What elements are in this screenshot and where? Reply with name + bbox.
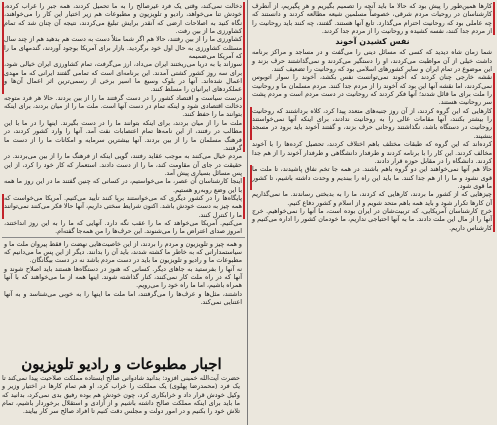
paragraph: خرج کارشناسان آمریکایی، که تربیت‌شان در ایران بوده است، ما آنها را نمی‌خواهیم. خرج آنها را از مال این ملت دادند. ما به آنها احتیاجی نداریم، ما خودمان کشور را اداره می‌کنیم و کارشناس داریم. (250, 207, 495, 232)
subheading: نفس کشیدن آخوند (335, 37, 410, 47)
paragraph: حالا هم آنها نمی‌خواهند این دو گروه باهم باشند. در همه جا تخم نفاق پاشیدند، تا ملت ما قوی نشود و ما را از هم جدا کنند. ما باید این راه را ببندیم و وحدت داشته باشیم، تا کشور ما قوی شود. (250, 165, 495, 190)
column-divider (247, 0, 248, 425)
paragraph: کارهایی که این گروه کردند، از آن روز جنبه‌های متعدد پیدا کرد، کلاه برداشتند که روحانیت را بیشتر بکنند، آنها مقامات عالی را به روحانیت ندادند، برای اینکه آنها نمی‌خواستند روحانیت در دستگاه باشد، نگذاشتند روحانی حرف بزند، و گفتند آخوند باید برود در مسجد بنشیند. (250, 107, 495, 140)
paragraph: مردم خیال می‌کنند به موجب عقاید رفتند، گویی اینکه از فرهنگ ما را از بین می‌بردند. در حقیقت در جای آن مقاومت کند، ما را از دست دادند. استعمار که کار خود را کرد، از این پس مسائل بسیاری پیش آمد. (4, 152, 242, 177)
paragraph: دخالت نمی‌کند، وقتی یک فرد غیرصالح را به ما تحمیل کردند، همه جبر را غراب کرده، خودش تنا می‌خواهد، رادیو و تلویزیون و مطبوعات هم زیر اختیار این کار را می‌خواهند، نگاه کنید به اصلاحات ارضی که آنقدر برایش تبلیغ می‌کردند، نتیجه آن چنان شد که تمام کشاورزی ما از بین رفت. (2, 2, 245, 35)
paragraph: ملت ما را از میان بردند، برای اینکه بتوانند ما را در دست بگیرند. اینها را در ما با این مطالب در رفتند، از این نامه‌ها تمام اعتصابات نفت آمد. آنها را وارد کشور کردند، در فرهنگ مسلمان ما را از بین بردند. آنها بیشترین سرمایه و امکانات ما را از دست ما گرفتند. (2, 119, 245, 152)
paragraph: کشاورزی ما را از بین رفتند، حالا هم اگر شما مثلاً دست به دست هم بدهید هم از چند سال مسئلت کشاورزی به حال اول خود برگردید. بازار برای آمریکا بوجود آوردند، گندمهای ما را که آمریکا می‌ضمیمه (2, 35, 245, 60)
paragraph: چیزهایی که از کشور ما بردند، کارهایی که کردند، ما را به بدبختی رساندند. ما نمی‌گذاریم آن کارها تکرار شود و باید همه باهم متحد شویم و از اسلام و کشور دفاع کنیم. (250, 190, 495, 207)
paragraph: پایگاه‌ها را در کشور دیگری که می‌خواستند برپا کنند تأیید می‌کنیم. آمریکا می‌خواست که همه چیز به دست خودش باشد. اکنون شرایط سختی داریم، آنها حالا فکر می‌کنند نمی‌توانند ما را کنترل کنند. (2, 194, 245, 219)
paragraph: شما زمان شاه دیدید که کسی که مسائل دینی را می‌گفت و در مساجد و مراکز برنامه داشت خیلی از آن مواظبت می‌کردند، او را دستگیر می‌کردند و نمی‌گذاشتند حرف بزند و این موضوع در تمام ایران و سایر کشورهای اسلامی بود که روحانیت را تضعیف کنند. (252, 48, 492, 74)
section-heading: اجبار مطبوعات و رادیو تلویزیون (21, 355, 222, 373)
paragraph: کارها همین‌طور را پیش بود که حالا ما باید آنچه را تصمیم بگیریم و هر پگیریم، از آنطرف کارشناسان در روحیات مردم شرقی، خصوصاً مسلمین شیعه مطالعه کردند و دانستند که چه عاملی بود که روحانیت احترام می‌گذارد. تابع آنها هستند. گفتند، چه کنند باید روحانیت را از مردم جدا کنند، نفسه کشیده و روحانیت را از مردم جدا کردند. (250, 2, 495, 35)
paragraph: نه آنها را بفرستید به جاهای دیگر. کسانی که هنوز در دستگاه‌ها هستند باید اصلاح شوند و آنها که در راه ملت کار نمی‌کنند، کنار گذاشته شوند. اینها همه از ما می‌خواهند که با آنها همراه باشیم، اما ما راه خود را می‌رویم. (4, 264, 242, 290)
paragraph: می‌کنیم. آمریکا می‌خواهد که ما را عقب نگه دارد. آنهایی که ما را به این روز انداختند، امروز صدای اعتراض ما را می‌شنوند. این حرف‌ها را من همه‌جا گفته‌ام. (4, 218, 242, 236)
paragraph: کرده‌اند که این گروه که طبقات مختلف باهم اختلاف کردند، تحصیل کرده‌ها را با آخوند مخالف کردند. این کار را با برنامه کردند و طرفدار دانشگاهی و طرفدار آخوند را از هم جدا کردند. دانشگاه را در مقابل حوزه قرار دادند. (250, 140, 495, 165)
separator (2, 237, 245, 238)
paragraph: نقشه خارجی چنان کردند که آخوند نمی‌توانست نفس بکشد، آخوند را سوار اتوبوس نمی‌کردند، اما نقشه آنها این بود که آخوند را از مردم جدا کنند. مردم مسلمان ما و روحانیت را ملت برای ما قائل شدند؛ آنها فکر کردند که روحانیت در دست مردم است و مردم پشت سر روحانیت هستند. (250, 73, 495, 106)
right-column (250, 2, 495, 423)
paragraph: درست سیاست و اقتصاد کشور را در دست گرفتند ما را از بین بردند. حالا هر فرد متوجه دخالت اقتصادی شود و اینکه تمام در دست آنها است. ملت ما را از میان بردند، برای اینکه بتوانند ما را حفظ کنند. (2, 94, 245, 119)
paragraph: سوزاند یا به دریا می‌ریختند ایران می‌داد، ارز می‌گرفت، تمام کشاورزی ایران خیالی شود، برای سه روز کشور کشتی آمدند. این برنامه‌ای است که تمامی گفتند ایرانی که ما مهدی اعمال شده‌اند. آنها در بلوک وسیع ما اسیر برخی از رسمی‌ترین اثر اعمال آن‌ها و عملکردهای ایرانیان را مسلط کنند. (2, 60, 245, 93)
paragraph: حضرت آیت‌الله خمینی افزود: بدانید شادوانی صالح ایستاده مملکت صلاحیت پیدا نمی‌کند تا یک فرد (محمدرضا پهلوی) یک مملکت را خراب کرد، او هم تمام کارها در اختیار وزیر و وکیل خودش قرار داد و خرابکاری کرد، چون خودش هم بوده رفیق بدی نمی‌کرد، بدانید که ما باید برای اینکه مملکت صالح داشته باشیم و از آزادی و استقلال برخوردار باشیم، تمام تلاش خود را بکنیم و در امور دولت و مجلس دقت کنیم تا افراد صالح سر کار بیایند. (2, 374, 240, 416)
paragraph: داشتند، مثل‌ها و عرف‌ها را می‌گرفتند، اما ملت ما اینها را به خوبی می‌شناسد و به آنها اعتنایی نمی‌کند. (4, 289, 242, 307)
paragraph: اینجا کارشناسان آن عصر، ما می‌خواستیم، در کسانی که چنین گفتند ما در این روز ما همه با این وضع روبه‌رو هستیم. (2, 177, 245, 194)
paragraph: و همه چیز و تلویزیون و مردم را بردند، از این خاصیت‌هایی نهضت را فقط پیروان ملت ما و سیاستمدارانی که به خاطر ما کشته شدند، باید آن را بدانند. دیگر از این پس ما می‌دانیم که مطبوعات ما و رادیو و تلویزیون ما باید در دست مردم باشد نه در دست بیگانگان. (4, 239, 242, 265)
lower-paragraph (0, 374, 243, 425)
